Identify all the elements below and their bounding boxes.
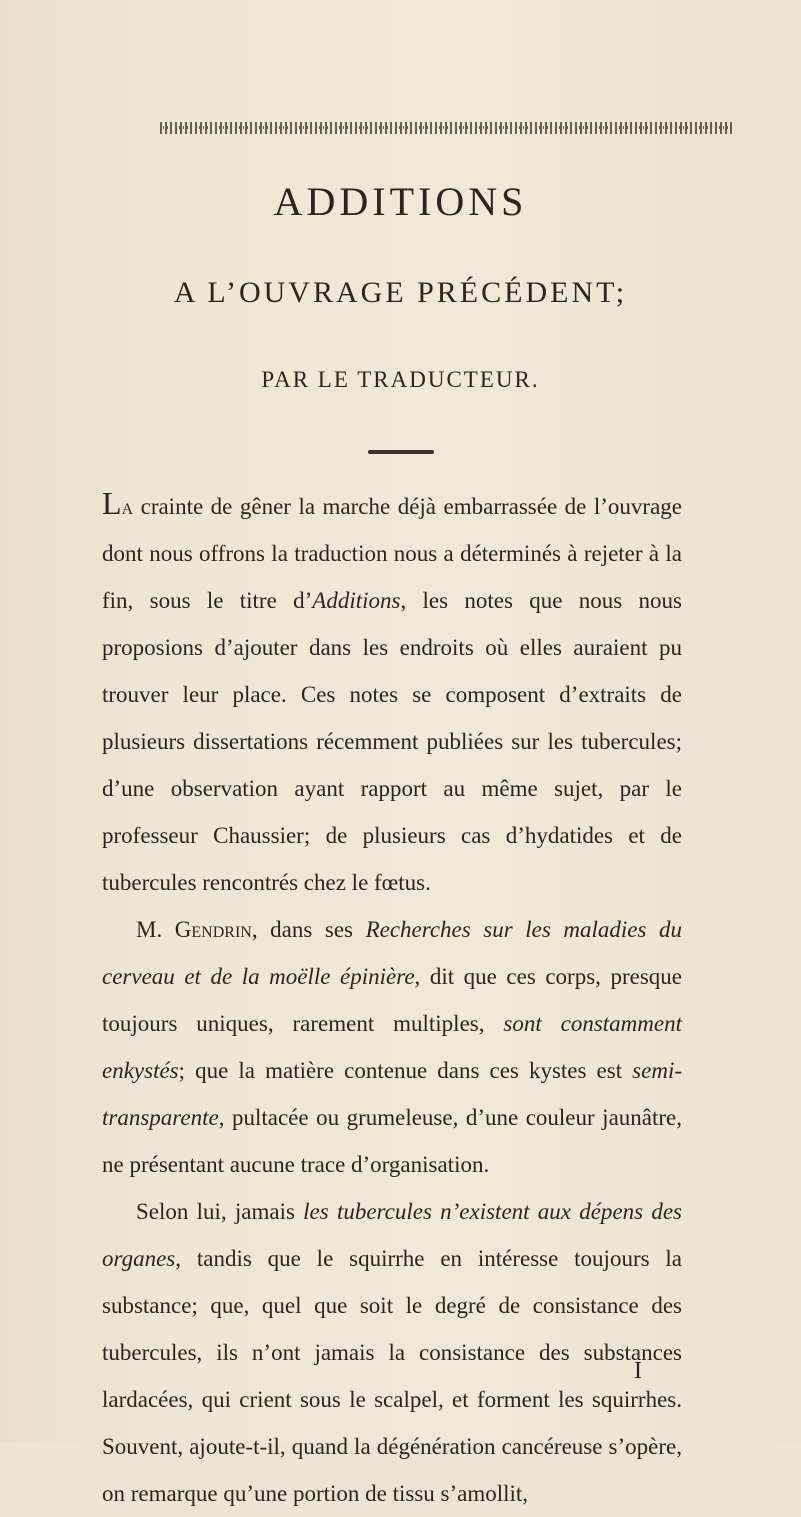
paragraph-3	[102, 1188, 682, 1517]
italic-run: Additions	[312, 588, 401, 613]
byline: PAR LE TRADUCTEUR.	[261, 367, 540, 392]
paragraph-1	[102, 480, 682, 906]
text-run: crainte de gêner la marche déjà embarrassée de l’ouvrage dont nous offrons la traduction nous a déterminés à rejeter à la fin, sous le titre d’	[102, 494, 682, 613]
author-name: Gendrin	[174, 917, 252, 942]
text-run: ; que la matière contenue dans ces kystes est	[178, 1058, 633, 1083]
italic-run: Recherches sur les maladies du cerveau et de la moëlle épinière	[102, 917, 682, 989]
page-subtitle: A L’OUVRAGE PRÉCÉDENT;	[173, 276, 628, 309]
body-text	[102, 480, 682, 1517]
drop-cap-rest: a	[121, 494, 134, 519]
drop-cap: L	[102, 485, 122, 521]
italic-run: semi-transparente	[102, 1058, 682, 1130]
paragraph-2	[102, 906, 682, 1188]
italic-run: sont constamment enkystés	[102, 1011, 682, 1083]
text-run: , dit que ces corps, presque toujours uniques, rarement multiples,	[102, 964, 682, 1036]
text-run: , les notes que nous nous proposions d’ajouter dans les endroits où elles auraient pu trouver leur place. Ces notes se composent d’extraits de plusieurs dissertations récemment publiées sur les tubercules; d’une observation ayant rapport au même sujet, par le professeur Chaussier; de plusieurs cas d’hydatides et de tubercules rencontrés chez le fœtus.	[102, 588, 683, 895]
text-run: , dans ses	[251, 917, 366, 942]
italic-run: les tubercules n’existent aux dépens des organes	[102, 1199, 682, 1271]
page-title: ADDITIONS	[273, 179, 528, 224]
text-run: M.	[136, 917, 175, 942]
text-run: , pultacée ou grumeleuse, d’une couleur jaunâtre, ne présentant aucune trace d’organisation.	[102, 1105, 682, 1177]
text-run: , tandis que le squirrhe en intéresse toujours la substance; que, quel que soit le degré de consistance des tubercules, ils n’ont jamais la consistance des substances lardacées, qui crient sous le scalpel, et forment les squirrhes. Souvent, ajoute-t-il, quand la dégénération cancéreuse s’opère, on remarque qu’une portion de tissu s’amollit,	[102, 1246, 682, 1506]
header-ornament	[160, 122, 732, 134]
signature-mark: I	[634, 1358, 642, 1384]
divider-rule	[368, 450, 434, 454]
text-run: Selon lui, jamais	[136, 1199, 304, 1224]
